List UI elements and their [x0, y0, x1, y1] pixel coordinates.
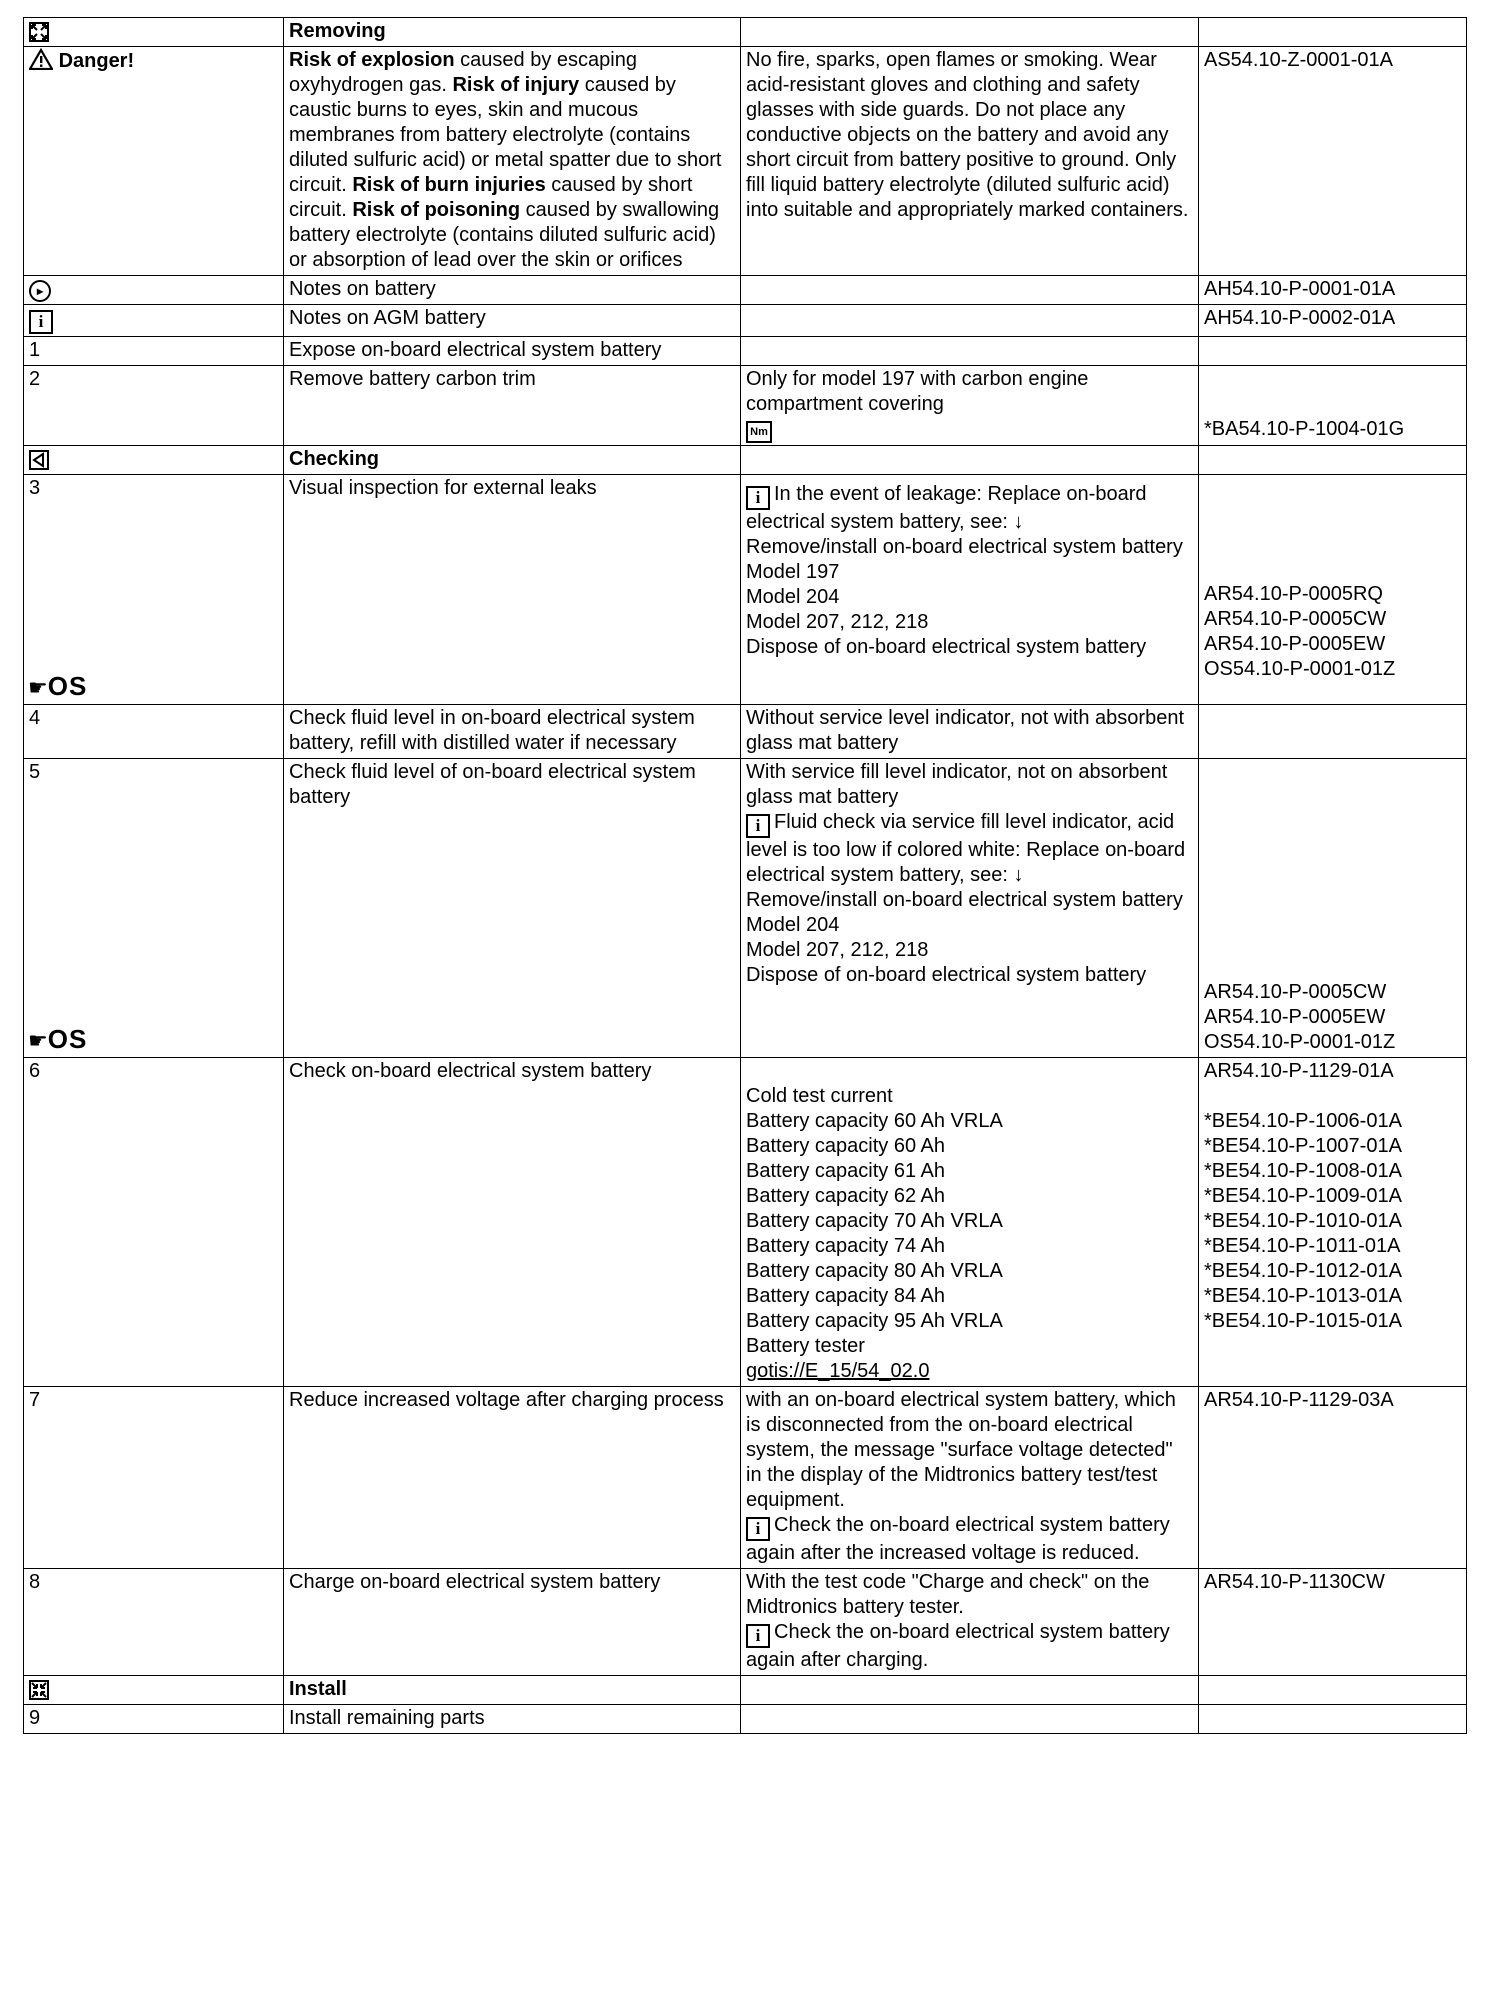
step-note: Only for model 197 with carbon engine compartment covering: [746, 368, 1089, 415]
step-row: [24, 366, 1467, 446]
capacity-ref[interactable]: *BE54.10-P-1012-01A: [1204, 1260, 1402, 1282]
cold-test-label: Cold test current: [746, 1085, 893, 1107]
step-info: Check the on-board electrical system battery again after charging.: [746, 1621, 1170, 1671]
model-ref[interactable]: AR54.10-P-0005EW: [1204, 633, 1386, 655]
model-ref[interactable]: AR54.10-P-0005EW: [1204, 1006, 1386, 1028]
step-label: Install remaining parts: [284, 1705, 741, 1734]
step-label: Expose on-board electrical system battery: [284, 337, 741, 366]
capacity-ref[interactable]: *BE54.10-P-1006-01A: [1204, 1110, 1402, 1132]
step-number: 7: [24, 1387, 284, 1569]
capacity-ref[interactable]: *BE54.10-P-1010-01A: [1204, 1210, 1402, 1232]
checking-arrow-icon: [29, 450, 49, 470]
step-label: Check on-board electrical system battery: [284, 1058, 741, 1387]
notes-battery-row: [24, 276, 1467, 305]
notes-ref[interactable]: AH54.10-P-0002-01A: [1199, 305, 1467, 337]
model-label: Model 204: [746, 586, 840, 608]
step-number: 6: [24, 1058, 284, 1387]
capacity-label: Battery capacity 60 Ah VRLA: [746, 1110, 1003, 1132]
info-icon: i: [746, 1624, 770, 1648]
capacity-label: Battery capacity 80 Ah VRLA: [746, 1260, 1003, 1282]
remove-install-text: Remove/install on-board electrical system battery: [746, 536, 1183, 558]
capacity-label: Battery capacity 61 Ah: [746, 1160, 946, 1182]
info-icon: i: [746, 486, 770, 510]
danger-ref[interactable]: AS54.10-Z-0001-01A: [1199, 47, 1467, 276]
dispose-text: Dispose of on-board electrical system battery: [746, 636, 1147, 658]
step-number: 8: [24, 1569, 284, 1676]
model-ref[interactable]: AR54.10-P-0005RQ: [1204, 583, 1383, 605]
danger-description: Risk of explosion caused by escaping oxyhydrogen gas. Risk of injury caused by caustic burns to eyes, skin and mucous membranes from battery electrolyte (contains diluted sulfuric acid) or metal spatter due to short circuit. Risk of burn injuries caused by short circuit. Risk of poisoning caused by swallowing battery electrolyte (contains diluted sulfuric acid) or absorption of lead over the skin or orifices: [284, 47, 741, 276]
step-note: with an on-board electrical system battery, which is disconnected from the on-board electrical system, the message "surface voltage detected" in the display of the Midtronics battery test/test equipment.: [746, 1389, 1176, 1511]
step-ref[interactable]: AR54.10-P-1129-03A: [1199, 1387, 1467, 1569]
notes-label: Notes on AGM battery: [284, 305, 741, 337]
step-number: 9: [24, 1705, 284, 1734]
model-label: Model 207, 212, 218: [746, 611, 929, 633]
step-info: Fluid check via service fill level indicator, acid level is too low if colored white: Replace on-board electrical system battery, see: ↓: [746, 811, 1186, 886]
step-number: 1: [24, 337, 284, 366]
step-note: Without service level indicator, not with absorbent glass mat battery: [741, 705, 1199, 759]
step-note: With the test code "Charge and check" on the Midtronics battery tester.: [746, 1571, 1150, 1618]
section-title: Checking: [284, 446, 741, 475]
step-row: [24, 705, 1467, 759]
section-header-checking: [24, 446, 1467, 475]
step-number: 2: [24, 366, 284, 446]
step-info: Check the on-board electrical system battery again after the increased voltage is reduced.: [746, 1514, 1170, 1564]
step-ref[interactable]: AR54.10-P-1129-01A: [1204, 1060, 1394, 1082]
step-row: [24, 1569, 1467, 1676]
step-label: Reduce increased voltage after charging process: [284, 1387, 741, 1569]
notes-ref[interactable]: AH54.10-P-0001-01A: [1199, 276, 1467, 305]
dispose-ref[interactable]: OS54.10-P-0001-01Z: [1204, 658, 1396, 680]
expand-arrows-icon: [29, 22, 49, 42]
section-header-install: [24, 1676, 1467, 1705]
step-ref[interactable]: *BA54.10-P-1004-01G: [1204, 418, 1405, 440]
capacity-ref[interactable]: *BE54.10-P-1008-01A: [1204, 1160, 1402, 1182]
notes-label: Notes on battery: [284, 276, 741, 305]
capacity-label: Battery capacity 95 Ah VRLA: [746, 1310, 1003, 1332]
model-ref[interactable]: AR54.10-P-0005CW: [1204, 981, 1387, 1003]
torque-nm-icon: Nm: [746, 421, 772, 443]
step-label: Charge on-board electrical system battery: [284, 1569, 741, 1676]
info-icon: i: [746, 1517, 770, 1541]
model-label: Model 197: [746, 561, 840, 583]
circled-arrow-icon: ▸: [29, 280, 51, 302]
capacity-ref[interactable]: *BE54.10-P-1011-01A: [1204, 1235, 1401, 1257]
danger-row: [24, 47, 1467, 276]
step-number: 5: [29, 761, 41, 783]
step-row: [24, 337, 1467, 366]
step-label: Check fluid level in on-board electrical system battery, refill with distilled water if necessary: [284, 705, 741, 759]
procedure-table: [23, 17, 1467, 1734]
notes-agm-row: [24, 305, 1467, 337]
capacity-ref[interactable]: *BE54.10-P-1007-01A: [1204, 1135, 1402, 1157]
danger-measures: No fire, sparks, open flames or smoking. Wear acid-resistant gloves and clothing and safety glasses with side guards. Do not place any conductive objects on the battery and avoid any short circuit from battery positive to ground. Only fill liquid battery electrolyte (diluted sulfuric acid) into suitable and appropriately marked containers.: [741, 47, 1199, 276]
model-label: Model 204: [746, 914, 840, 936]
capacity-label: Battery capacity 84 Ah: [746, 1285, 946, 1307]
step-row: [24, 1387, 1467, 1569]
step-number: 3: [29, 477, 41, 499]
info-icon: i: [29, 310, 53, 334]
section-title: Removing: [284, 18, 741, 47]
danger-label: Danger!: [58, 50, 135, 72]
step-row: [24, 475, 1467, 705]
dispose-ref[interactable]: OS54.10-P-0001-01Z: [1204, 1031, 1396, 1053]
os-pointer-icon: ☛OS: [28, 1024, 88, 1054]
os-pointer-icon: ☛OS: [28, 671, 88, 701]
step-row: [24, 759, 1467, 1058]
info-icon: i: [746, 814, 770, 838]
model-label: Model 207, 212, 218: [746, 939, 929, 961]
capacity-ref[interactable]: *BE54.10-P-1015-01A: [1204, 1310, 1402, 1332]
capacity-label: Battery capacity 70 Ah VRLA: [746, 1210, 1003, 1232]
step-label: Remove battery carbon trim: [284, 366, 741, 446]
capacity-label: Battery capacity 60 Ah: [746, 1135, 946, 1157]
step-row: [24, 1058, 1467, 1387]
install-arrows-icon: [29, 1680, 49, 1700]
step-row: [24, 1705, 1467, 1734]
tester-label: Battery tester: [746, 1335, 865, 1357]
step-label: Visual inspection for external leaks: [284, 475, 741, 705]
step-info: In the event of leakage: Replace on-board electrical system battery, see: ↓: [746, 483, 1147, 533]
section-title: Install: [284, 1676, 741, 1705]
dispose-text: Dispose of on-board electrical system battery: [746, 964, 1147, 986]
section-header-removing: [24, 18, 1467, 47]
capacity-label: Battery capacity 62 Ah: [746, 1185, 946, 1207]
model-ref[interactable]: AR54.10-P-0005CW: [1204, 608, 1387, 630]
capacity-label: Battery capacity 74 Ah: [746, 1235, 946, 1257]
step-ref[interactable]: AR54.10-P-1130CW: [1199, 1569, 1467, 1676]
step-note: With service fill level indicator, not on absorbent glass mat battery: [746, 761, 1168, 808]
capacity-ref[interactable]: *BE54.10-P-1009-01A: [1204, 1185, 1402, 1207]
tester-link[interactable]: gotis://E_15/54_02.0: [746, 1360, 930, 1382]
remove-install-text: Remove/install on-board electrical system battery: [746, 889, 1183, 911]
step-label: Check fluid level of on-board electrical system battery: [284, 759, 741, 1058]
step-number: 4: [24, 705, 284, 759]
warning-triangle-icon: [29, 48, 53, 77]
capacity-ref[interactable]: *BE54.10-P-1013-01A: [1204, 1285, 1402, 1307]
